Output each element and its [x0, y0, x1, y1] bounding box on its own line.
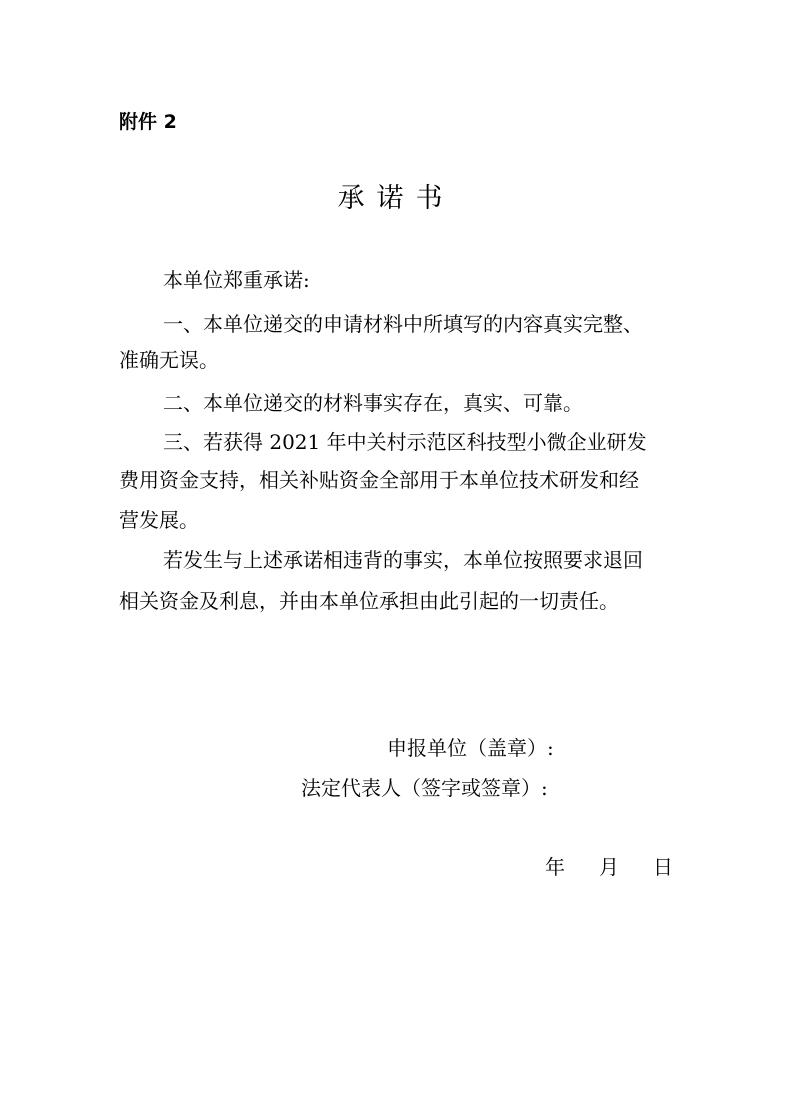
legal-representative-signature-label: 法定代表人（签字或签章）:: [301, 776, 548, 800]
intro-line: 本单位郑重承诺:: [163, 268, 310, 292]
commitment-1-line-1: 一、本单位递交的申请材料中所填写的内容真实完整、: [163, 312, 643, 336]
commitment-2-line-1: 二、本单位递交的材料事实存在，真实、可靠。: [163, 391, 583, 415]
liability-line-2: 相关资金及利息，并由本单位承担由此引起的一切责任。: [119, 589, 619, 613]
attachment-label: 附件 2: [119, 111, 177, 133]
liability-line-1: 若发生与上述承诺相违背的事实，本单位按照要求退回: [163, 548, 643, 572]
applicant-unit-seal-label: 申报单位（盖章）:: [387, 736, 554, 760]
commitment-3-line-2: 费用资金支持，相关补贴资金全部用于本单位技术研发和经: [119, 468, 639, 492]
commitment-1-line-2: 准确无误。: [119, 348, 219, 372]
document-title: 承诺书: [337, 183, 455, 214]
date-month-label: 月: [599, 855, 619, 879]
date-day-label: 日: [653, 855, 673, 879]
commitment-3-line-1: 三、若获得 2021 年中关村示范区科技型小微企业研发: [163, 430, 647, 454]
commitment-3-line-3: 营发展。: [119, 508, 199, 532]
date-year-label: 年: [545, 855, 565, 879]
